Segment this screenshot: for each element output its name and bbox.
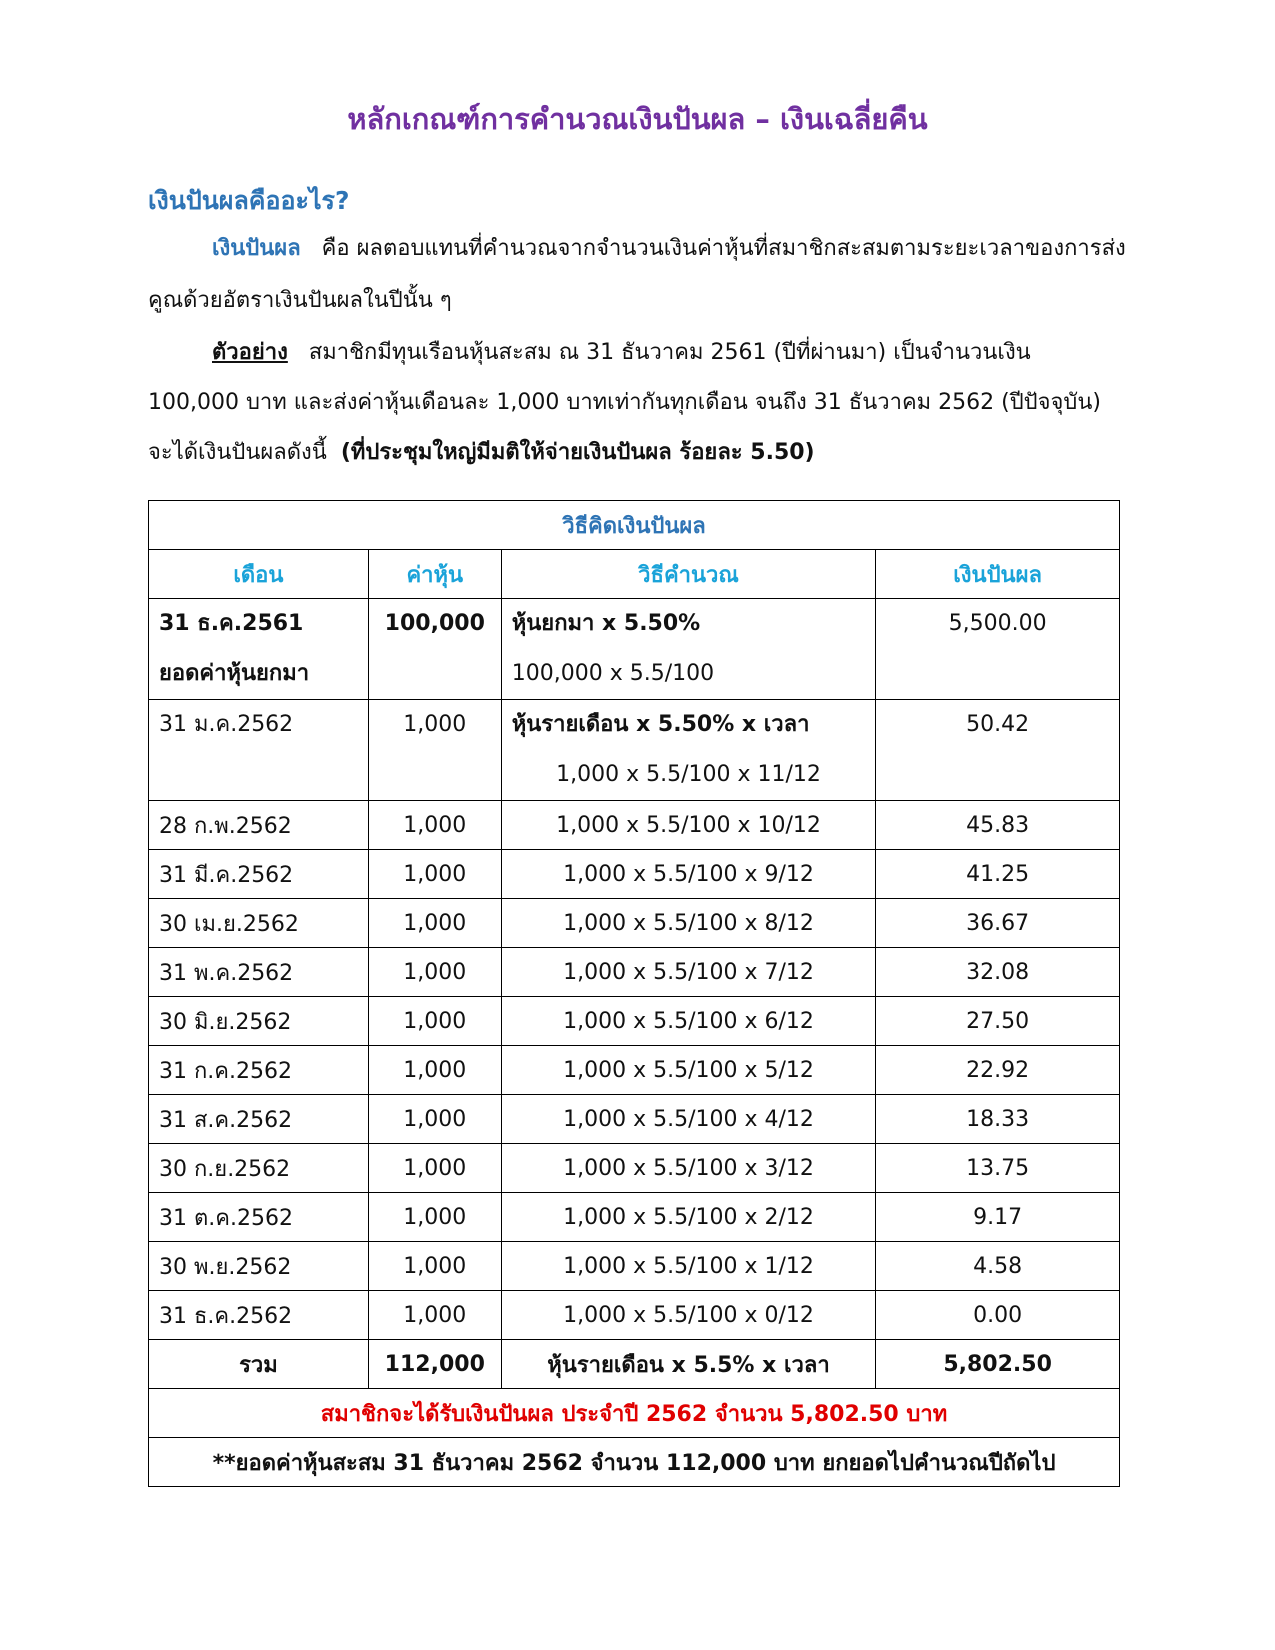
first-dividend-value: 50.42 — [966, 712, 1030, 737]
row-dividend: 27.50 — [876, 997, 1120, 1046]
table-row — [149, 1242, 1120, 1291]
row-dividend: 41.25 — [876, 850, 1120, 899]
table-row — [149, 1046, 1120, 1095]
row-shares: 1,000 — [368, 1144, 501, 1193]
carry-dividend — [876, 599, 1120, 700]
row-shares: 1,000 — [368, 899, 501, 948]
first-month-row — [149, 700, 1120, 801]
first-shares — [368, 700, 501, 801]
row-shares: 1,000 — [368, 1095, 501, 1144]
table-row — [149, 1193, 1120, 1242]
first-method-line-1: หุ้นรายเดือน x 5.50% x เวลา — [511, 712, 810, 737]
row-dividend: 13.75 — [876, 1144, 1120, 1193]
example-text-3-bold: (ที่ประชุมใหญ่มีมติให้จ่ายเงินปันผล ร้อยละ 5.50) — [340, 440, 815, 465]
row-dividend: 36.67 — [876, 899, 1120, 948]
row-month: 30 เม.ย.2562 — [149, 899, 369, 948]
row-month: 28 ก.พ.2562 — [149, 801, 369, 850]
row-month: 31 มี.ค.2562 — [149, 850, 369, 899]
example-label: ตัวอย่าง — [212, 340, 288, 365]
row-shares: 1,000 — [368, 948, 501, 997]
page-title: หลักเกณฑ์การคำนวณเงินปันผล – เงินเฉลี่ยคืน — [347, 102, 928, 136]
row-dividend: 4.58 — [876, 1242, 1120, 1291]
header-dividend: เงินปันผล — [876, 550, 1120, 599]
row-method: 1,000 x 5.5/100 x 0/12 — [501, 1291, 875, 1340]
carry-method-line-2: 100,000 x 5.5/100 — [511, 661, 715, 686]
table-row — [149, 1095, 1120, 1144]
first-month — [149, 700, 369, 801]
example-text-2: 100,000 บาท และส่งค่าหุ้นเดือนละ 1,000 บาทเท่ากันทุกเดือน จนถึง 31 ธันวาคม 2562 (ปีปัจจุบัน) — [148, 390, 1102, 415]
table-caption: วิธีคิดเงินปันผล — [149, 501, 1120, 550]
table-row — [149, 801, 1120, 850]
section-heading: เงินปันผลคืออะไร? — [148, 186, 350, 215]
header-shares: ค่าหุ้น — [368, 550, 501, 599]
header-method: วิธีคำนวณ — [501, 550, 875, 599]
table-row — [149, 899, 1120, 948]
row-month: 31 พ.ค.2562 — [149, 948, 369, 997]
example-text-3: จะได้เงินปันผลดังนี้ — [148, 440, 327, 465]
row-method: 1,000 x 5.5/100 x 8/12 — [501, 899, 875, 948]
row-dividend: 18.33 — [876, 1095, 1120, 1144]
row-month: 30 ก.ย.2562 — [149, 1144, 369, 1193]
carry-month — [149, 599, 369, 700]
row-shares: 1,000 — [368, 1291, 501, 1340]
header-month: เดือน — [149, 550, 369, 599]
row-shares: 1,000 — [368, 997, 501, 1046]
total-dividend: 5,802.50 — [876, 1340, 1120, 1389]
row-dividend: 32.08 — [876, 948, 1120, 997]
row-method: 1,000 x 5.5/100 x 3/12 — [501, 1144, 875, 1193]
total-shares: 112,000 — [368, 1340, 501, 1389]
first-method-line-2: 1,000 x 5.5/100 x 11/12 — [556, 762, 821, 787]
row-shares: 1,000 — [368, 1193, 501, 1242]
table-row — [149, 997, 1120, 1046]
row-shares: 1,000 — [368, 850, 501, 899]
row-method: 1,000 x 5.5/100 x 5/12 — [501, 1046, 875, 1095]
row-method: 1,000 x 5.5/100 x 10/12 — [501, 801, 875, 850]
row-dividend: 22.92 — [876, 1046, 1120, 1095]
row-method: 1,000 x 5.5/100 x 1/12 — [501, 1242, 875, 1291]
carry-method — [501, 599, 875, 700]
table-header-row — [149, 550, 1120, 599]
row-method: 1,000 x 5.5/100 x 2/12 — [501, 1193, 875, 1242]
table-row — [149, 1291, 1120, 1340]
carry-forward-row — [149, 599, 1120, 700]
summary-text: สมาชิกจะได้รับเงินปันผล ประจำปี 2562 จำนวน 5,802.50 บาท — [149, 1389, 1120, 1438]
first-month-value: 31 ม.ค.2562 — [159, 712, 294, 737]
example-line-1 — [212, 334, 1031, 369]
carry-month-line-2: ยอดค่าหุ้นยกมา — [159, 661, 310, 686]
carry-shares-value: 100,000 — [384, 611, 485, 636]
row-method: 1,000 x 5.5/100 x 6/12 — [501, 997, 875, 1046]
carry-month-line-1: 31 ธ.ค.2561 — [159, 611, 304, 636]
table-row — [149, 1144, 1120, 1193]
carry-method-line-1: หุ้นยกมา x 5.50% — [511, 611, 701, 636]
first-method — [501, 700, 875, 801]
definition-label: เงินปันผล — [212, 236, 301, 261]
carry-dividend-value: 5,500.00 — [948, 611, 1047, 636]
first-shares-value: 1,000 — [403, 712, 467, 737]
row-month: 30 พ.ย.2562 — [149, 1242, 369, 1291]
row-month: 31 ก.ค.2562 — [149, 1046, 369, 1095]
row-month: 30 มิ.ย.2562 — [149, 997, 369, 1046]
row-method: 1,000 x 5.5/100 x 4/12 — [501, 1095, 875, 1144]
row-dividend: 0.00 — [876, 1291, 1120, 1340]
definition-text-2: คูณด้วยอัตราเงินปันผลในปีนั้น ๆ — [148, 288, 452, 313]
row-month: 31 ธ.ค.2562 — [149, 1291, 369, 1340]
row-method: 1,000 x 5.5/100 x 7/12 — [501, 948, 875, 997]
table-row — [149, 850, 1120, 899]
definition-text-1: คือ ผลตอบแทนที่คำนวณจากจำนวนเงินค่าหุ้นที่สมาชิกสะสมตามระยะเวลาของการส่ง — [321, 236, 1126, 261]
row-dividend: 9.17 — [876, 1193, 1120, 1242]
row-method: 1,000 x 5.5/100 x 9/12 — [501, 850, 875, 899]
example-text-1: สมาชิกมีทุนเรือนหุ้นสะสม ณ 31 ธันวาคม 2561 (ปีที่ผ่านมา) เป็นจำนวนเงิน — [308, 340, 1031, 365]
total-row — [149, 1340, 1120, 1389]
monthly-rows — [149, 801, 1120, 1340]
row-shares: 1,000 — [368, 1242, 501, 1291]
row-shares: 1,000 — [368, 801, 501, 850]
row-month: 31 ต.ค.2562 — [149, 1193, 369, 1242]
first-dividend — [876, 700, 1120, 801]
row-month: 31 ส.ค.2562 — [149, 1095, 369, 1144]
dividend-table — [148, 500, 1120, 1487]
definition-line-1 — [212, 230, 1126, 265]
footnote-text: **ยอดค่าหุ้นสะสม 31 ธันวาคม 2562 จำนวน 112,000 บาท ยกยอดไปคำนวณปีถัดไป — [149, 1438, 1120, 1487]
row-shares: 1,000 — [368, 1046, 501, 1095]
total-method: หุ้นรายเดือน x 5.5% x เวลา — [501, 1340, 875, 1389]
table-row — [149, 948, 1120, 997]
carry-shares — [368, 599, 501, 700]
row-dividend: 45.83 — [876, 801, 1120, 850]
total-label: รวม — [149, 1340, 369, 1389]
example-line-3 — [148, 434, 815, 469]
